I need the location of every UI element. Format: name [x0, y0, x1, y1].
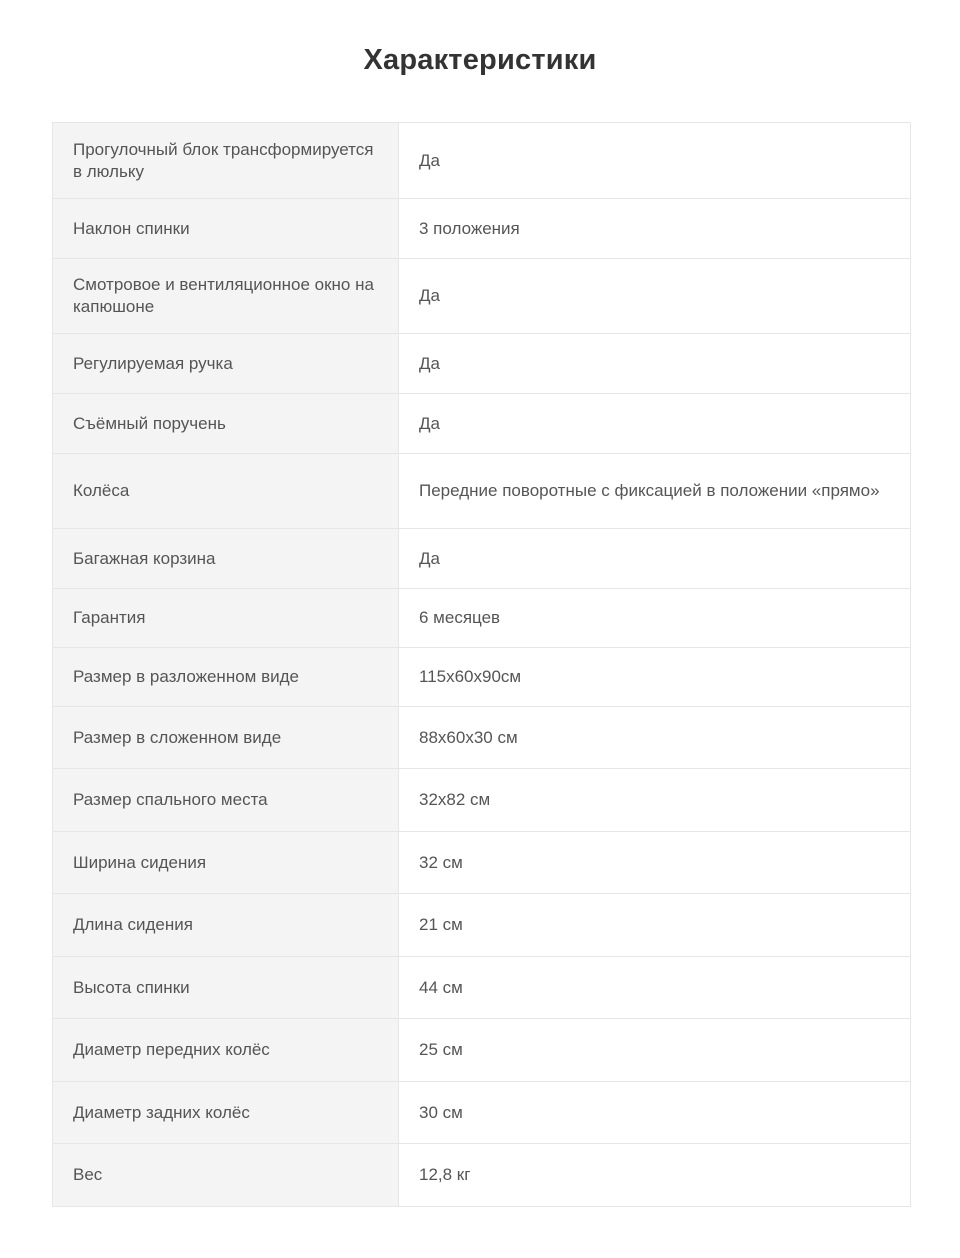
spec-value: 3 положения [399, 199, 911, 259]
table-row [53, 957, 911, 1019]
spec-label: Длина сидения [53, 894, 399, 957]
spec-label: Ширина сидения [53, 832, 399, 894]
spec-value: 12,8 кг [399, 1144, 911, 1207]
spec-value: Да [399, 394, 911, 454]
table-row [53, 707, 911, 769]
spec-label: Размер в разложенном виде [53, 648, 399, 707]
table-row [53, 123, 911, 199]
spec-label: Высота спинки [53, 957, 399, 1019]
table-row [53, 529, 911, 589]
table-row [53, 394, 911, 454]
spec-label: Прогулочный блок трансформируется в люльку [53, 123, 399, 199]
spec-value: Да [399, 123, 911, 199]
table-row [53, 1082, 911, 1144]
table-row [53, 832, 911, 894]
spec-value: 21 см [399, 894, 911, 957]
spec-label: Размер в сложенном виде [53, 707, 399, 769]
spec-value: Да [399, 529, 911, 589]
table-row [53, 1144, 911, 1207]
spec-value: Да [399, 334, 911, 394]
spec-label: Съёмный поручень [53, 394, 399, 454]
spec-value: Передние поворотные с фиксацией в положении «прямо» [399, 454, 911, 529]
spec-label: Колёса [53, 454, 399, 529]
table-row [53, 334, 911, 394]
spec-label: Гарантия [53, 589, 399, 648]
table-row [53, 454, 911, 529]
spec-label: Наклон спинки [53, 199, 399, 259]
spec-label: Размер спального места [53, 769, 399, 832]
table-row [53, 894, 911, 957]
spec-label: Вес [53, 1144, 399, 1207]
spec-label: Багажная корзина [53, 529, 399, 589]
page-title: Характеристики [363, 44, 597, 76]
specs-table [52, 122, 911, 1207]
spec-value: 32х82 см [399, 769, 911, 832]
spec-label: Регулируемая ручка [53, 334, 399, 394]
spec-value: 88х60х30 см [399, 707, 911, 769]
spec-value: 25 см [399, 1019, 911, 1082]
spec-label: Диаметр передних колёс [53, 1019, 399, 1082]
spec-value: Да [399, 259, 911, 334]
table-row [53, 1019, 911, 1082]
spec-value: 6 месяцев [399, 589, 911, 648]
spec-value: 30 см [399, 1082, 911, 1144]
table-row [53, 769, 911, 832]
spec-label: Диаметр задних колёс [53, 1082, 399, 1144]
spec-label: Смотровое и вентиляционное окно на капюшоне [53, 259, 399, 334]
spec-value: 32 см [399, 832, 911, 894]
spec-value: 115х60х90см [399, 648, 911, 707]
table-row [53, 589, 911, 648]
table-row [53, 199, 911, 259]
table-row [53, 648, 911, 707]
spec-value: 44 см [399, 957, 911, 1019]
table-row [53, 259, 911, 334]
